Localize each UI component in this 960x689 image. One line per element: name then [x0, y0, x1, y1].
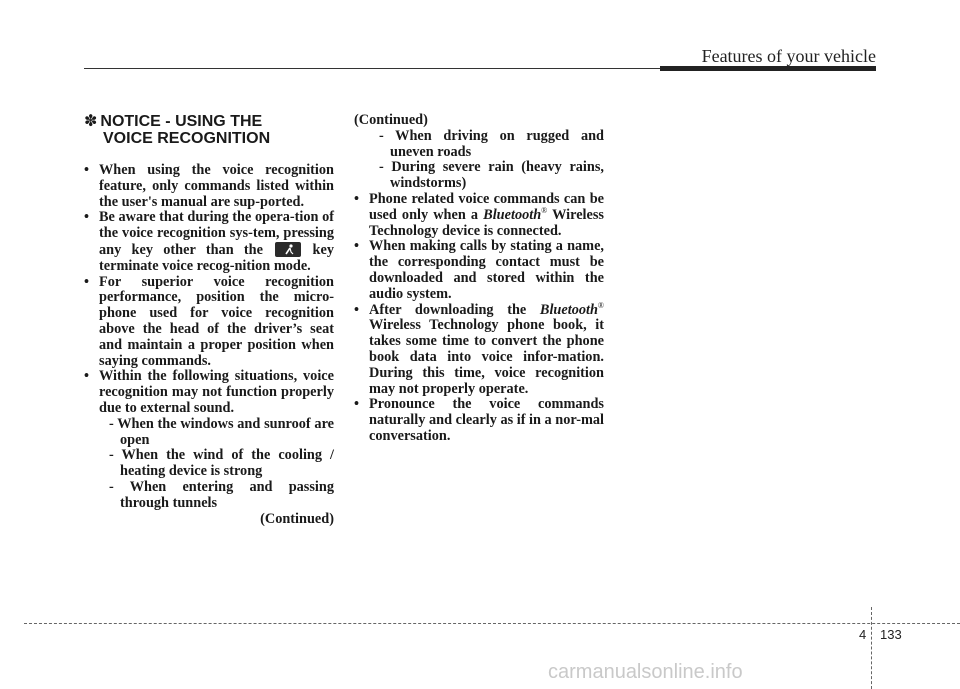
bullet-key-terminate	[84, 210, 334, 274]
bullet-key-terminate-post: key terminate voice recog-nition mode.	[99, 241, 334, 274]
right-column	[354, 113, 604, 445]
bullet-commands-listed: • When using the voice recognition feature, only commands listed within the user's manual are sup-ported.	[84, 163, 334, 210]
bullet-microphone-position: • For superior voice recognition performance, position the micro-phone used for voice recognition above the head of the driver’s seat and maintain a proper position when saying commands.	[84, 275, 334, 370]
bullet-phone-commands-post: Wireless Technology device is connected.	[369, 206, 604, 239]
registered-mark: ®	[541, 206, 548, 216]
sub-tunnels: - When entering and passing through tunnels	[109, 478, 334, 511]
page-number: 133	[880, 627, 902, 642]
bullet-phone-commands-pre: Phone related voice commands can be used only when a	[369, 190, 604, 223]
footer-divider	[871, 607, 872, 689]
footer-rule	[24, 623, 960, 624]
bullet-phone-book	[354, 300, 604, 398]
chapter-number: 4	[859, 627, 867, 642]
sub-severe-rain: - During severe rain (heavy rains, windstorms)	[379, 159, 604, 192]
continued-heading: (Continued)	[354, 112, 428, 128]
notice-star-icon: ✽	[84, 113, 98, 130]
left-column	[84, 113, 334, 527]
bullet-phone-commands	[354, 192, 604, 239]
bullet-phone-book-pre: After downloading the	[369, 301, 527, 318]
bluetooth-brand: Bluetooth	[539, 301, 598, 318]
sub-cooling-wind: - When the wind of the cooling / heating device is strong	[109, 447, 334, 480]
registered-mark: ®	[597, 300, 604, 310]
bullet-external-sound: • Within the following situations, voice recognition may not function properly due to external sound.	[84, 369, 334, 416]
bluetooth-brand: Bluetooth	[483, 206, 542, 223]
watermark: carmanualsonline.info	[548, 661, 743, 683]
notice-heading	[84, 113, 334, 147]
bullet-pronounce-naturally: • Pronounce the voice commands naturally and clearly as if in a nor-mal conversation.	[354, 397, 604, 444]
sub-rugged-roads: - When driving on rugged and uneven roads	[379, 127, 604, 160]
talk-button-icon	[275, 242, 301, 257]
bullet-contact-download: • When making calls by stating a name, the corresponding contact must be downloaded and stored within the audio system.	[354, 239, 604, 302]
sub-windows-open: - When the windows and sunroof are open	[109, 415, 334, 448]
bullet-key-terminate-pre: Be aware that during the opera-tion of the voice recognition sys-tem, pressing any key other than the	[99, 209, 334, 258]
header-title: Features of your vehicle	[701, 46, 876, 66]
continued-label: (Continued)	[260, 510, 334, 527]
header-rule-accent	[660, 66, 876, 71]
bullet-phone-book-post: Wireless Technology phone book, it takes some time to convert the phone book data into voice infor-mation. During this time, voice recognition may not properly operate.	[369, 317, 604, 397]
notice-title-line1: NOTICE - USING THE	[100, 113, 263, 130]
notice-title-line2: VOICE RECOGNITION	[103, 130, 271, 147]
